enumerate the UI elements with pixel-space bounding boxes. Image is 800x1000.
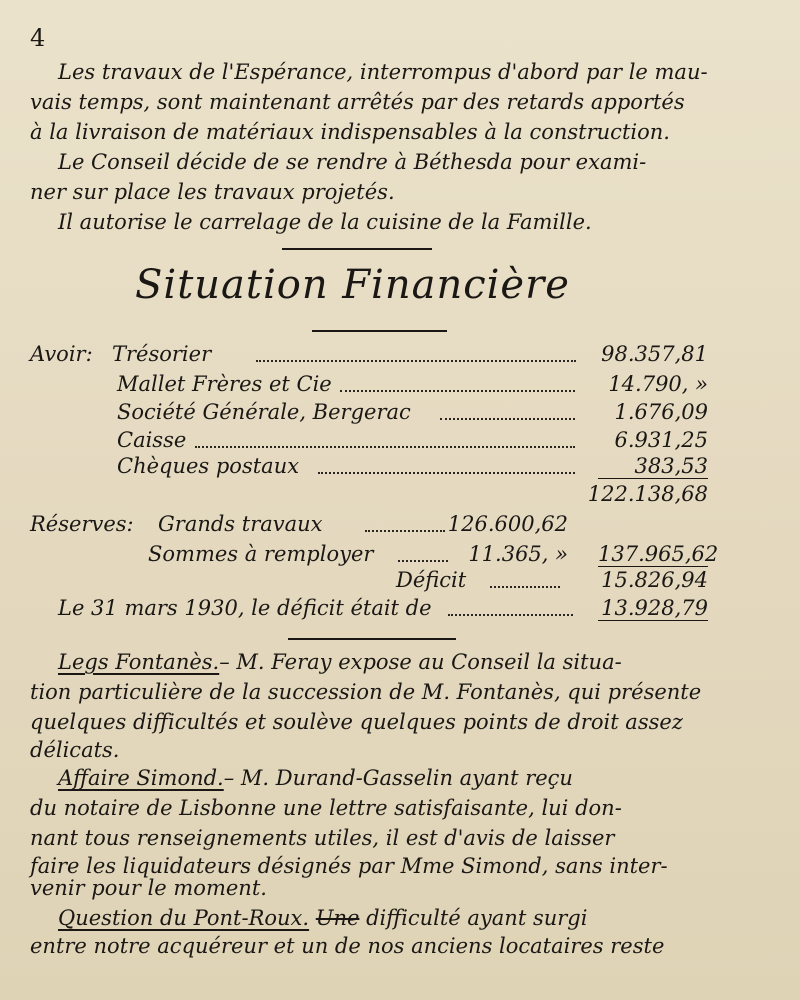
intro-line: Les travaux de l'Espérance, interrompus d'abord par le mau- bbox=[58, 60, 708, 84]
legs-paragraph-line: délicats. bbox=[30, 738, 120, 762]
leader-dots bbox=[256, 360, 576, 362]
intro-line: vais temps, sont maintenant arrêtés par des retards apportés bbox=[30, 90, 685, 114]
question-text: difficulté ayant surgi bbox=[359, 906, 588, 930]
divider bbox=[312, 330, 447, 332]
leader-dots bbox=[365, 530, 445, 532]
legs-heading: Legs Fontanès. bbox=[58, 650, 220, 674]
intro-line: Le Conseil décide de se rendre à Béthesda pour exami- bbox=[58, 150, 647, 174]
avoir-item-label: Trésorier bbox=[112, 342, 212, 366]
legs-paragraph-line: tion particulière de la succession de M. Fontanès, qui présente bbox=[30, 680, 702, 704]
avoir-item-amount: 6.931,25 bbox=[614, 428, 708, 452]
reserve-item-amount: 126.600,62 bbox=[447, 512, 568, 536]
affaire-paragraph-line: du notaire de Lisbonne une lettre satisfaisante, lui don- bbox=[30, 796, 622, 820]
affaire-paragraph-line: faire les liquidateurs désignés par Mme Simond, sans inter- bbox=[30, 854, 668, 878]
avoir-total: 122.138,68 bbox=[587, 482, 708, 506]
avoir-item-label: Société Générale, Bergerac bbox=[117, 400, 411, 424]
legs-paragraph-line bbox=[58, 650, 622, 674]
avoir-item-label: Caisse bbox=[117, 428, 187, 452]
intro-line: Il autorise le carrelage de la cuisine de la Famille. bbox=[58, 210, 592, 234]
question-paragraph-line bbox=[58, 906, 587, 930]
section-title: Situation Financière bbox=[135, 262, 570, 308]
avoir-item-amount: 98.357,81 bbox=[601, 342, 708, 366]
affaire-paragraph-line: venir pour le moment. bbox=[30, 876, 267, 900]
deficit-label: Déficit bbox=[396, 568, 467, 592]
page-number: 4 bbox=[30, 24, 46, 52]
intro-line: ner sur place les travaux projetés. bbox=[30, 180, 395, 204]
leader-dots bbox=[398, 560, 448, 562]
avoir-item-amount: 14.790, » bbox=[608, 372, 708, 396]
leader-dots bbox=[340, 390, 575, 392]
leader-dots bbox=[318, 472, 575, 474]
avoir-item-amount: 1.676,09 bbox=[614, 400, 708, 424]
intro-line: à la livraison de matériaux indispensables à la construction. bbox=[30, 120, 670, 144]
reserves-total: 137.965,62 bbox=[598, 542, 719, 566]
avoir-item-label: Chèques postaux bbox=[117, 454, 300, 478]
deficit-amount: 15.826,94 bbox=[601, 568, 708, 592]
leader-dots bbox=[440, 418, 575, 420]
affaire-paragraph-line bbox=[58, 766, 573, 790]
leader-dots bbox=[490, 586, 560, 588]
struck-word: Une bbox=[315, 906, 360, 930]
legs-text: – M. Feray expose au Conseil la situa- bbox=[219, 650, 622, 674]
leader-dots bbox=[448, 614, 573, 616]
question-heading: Question du Pont-Roux. bbox=[58, 906, 310, 930]
avoir-item-amount: 383,53 bbox=[598, 454, 708, 479]
avoir-item-label: Mallet Frères et Cie bbox=[117, 372, 332, 396]
reserve-item-label: Sommes à remployer bbox=[148, 542, 374, 566]
affaire-text: – M. Durand-Gasselin ayant reçu bbox=[223, 766, 573, 790]
previous-deficit-amount: 13.928,79 bbox=[598, 596, 708, 621]
leader-dots bbox=[195, 446, 575, 448]
legs-paragraph-line: quelques difficultés et soulève quelques points de droit assez bbox=[30, 710, 683, 734]
reserves-label: Réserves: bbox=[30, 512, 134, 536]
reserve-item-amount: 11.365, » bbox=[468, 542, 568, 566]
previous-deficit-label: Le 31 mars 1930, le déficit était de bbox=[58, 596, 432, 620]
reserve-item-label: Grands travaux bbox=[158, 512, 323, 536]
affaire-paragraph-line: nant tous renseignements utiles, il est d'avis de laisser bbox=[30, 826, 615, 850]
divider bbox=[288, 638, 456, 640]
affaire-heading: Affaire Simond. bbox=[58, 766, 224, 790]
question-paragraph-line: entre notre acquéreur et un de nos anciens locataires reste bbox=[30, 934, 665, 958]
divider bbox=[282, 248, 432, 250]
avoir-label: Avoir: bbox=[30, 342, 93, 366]
